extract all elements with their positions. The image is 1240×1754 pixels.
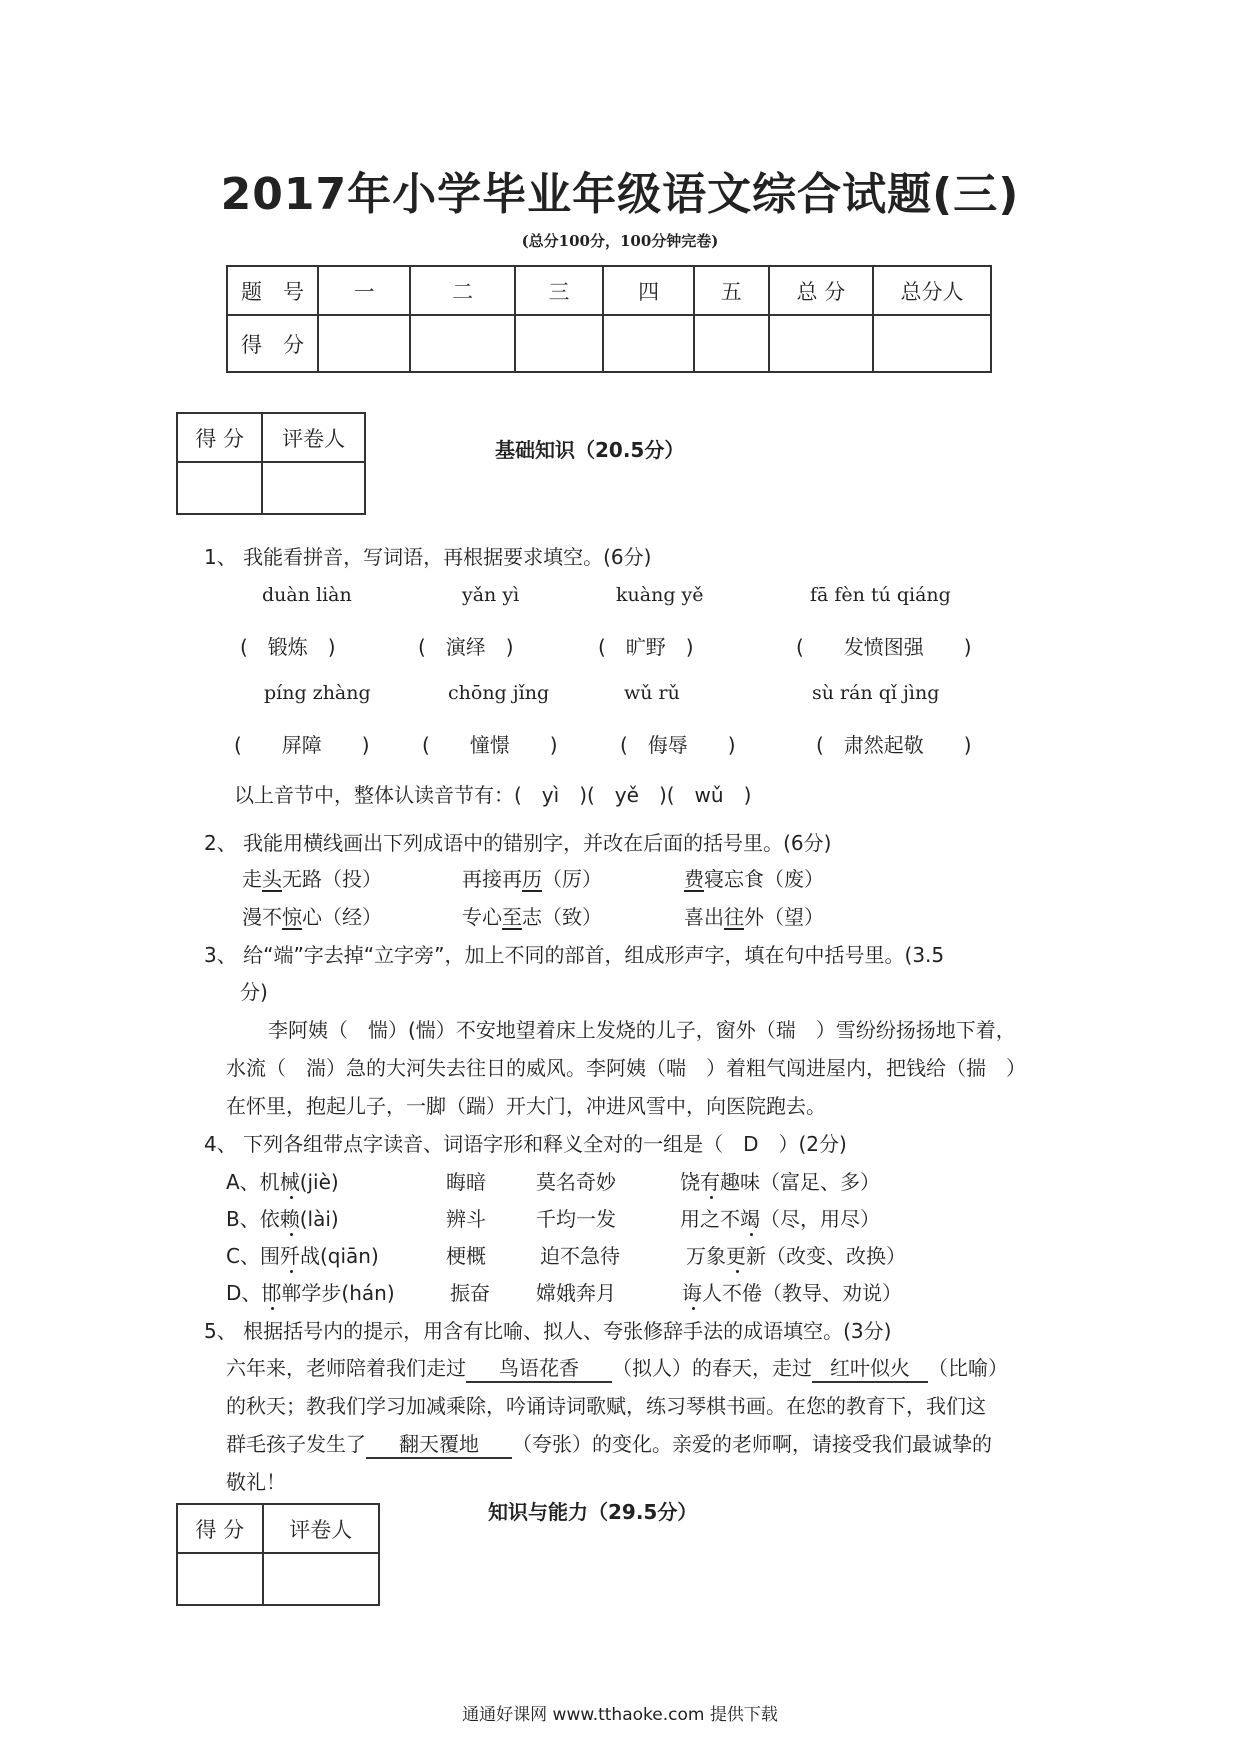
- q4-word: 饶有趣味（富足、多）: [680, 1170, 880, 1194]
- q2-item: 专心至志（致）: [462, 905, 602, 929]
- q2-item: 喜出往外（望）: [684, 905, 824, 929]
- section-title-basic: 基础知识（20.5分）: [495, 438, 685, 462]
- score-header-cell: 三: [515, 266, 604, 315]
- score-cell[interactable]: [515, 315, 604, 372]
- q1-answer: ( 旷野 ): [598, 635, 694, 659]
- score-cell[interactable]: [873, 315, 991, 372]
- q5-answer-3[interactable]: 翻天覆地: [366, 1428, 512, 1459]
- q1-pinyin: chōng jǐng: [448, 682, 550, 704]
- q1-zhengti: 以上音节中，整体认读音节有：( yì )( yě )( wǔ ): [234, 783, 752, 807]
- score-header-cell: 总 分: [769, 266, 873, 315]
- q3-prompt-cont: 分): [240, 980, 268, 1004]
- grader-name-cell[interactable]: [262, 462, 365, 514]
- q3-prompt: 3、 给“端”字去掉“立字旁”，加上不同的部首，组成形声字，填在句中括号里。(3.5: [204, 943, 945, 967]
- q3-line: 李阿姨（ 惴）(惴）不安地望着床上发烧的儿子，窗外（瑞 ）雪纷纷扬扬地下着，: [268, 1018, 1016, 1042]
- q4-word: 晦暗: [446, 1170, 486, 1194]
- q5-line-1: 六年来，老师陪着我们走过 鸟语花香 （拟人）的春天，走过 红叶似火 （比喻）: [226, 1352, 1008, 1383]
- grader-name-label: 评卷人: [262, 413, 365, 462]
- q3-line: 水流（ 湍）急的大河失去往日的威风。李阿姨（喘 ）着粗气闯进屋内，把钱给（揣 ）: [226, 1056, 1026, 1080]
- q1-answer: ( 屏障 ): [234, 733, 370, 757]
- q4-word: 辨斗: [446, 1207, 486, 1231]
- q1-pinyin: wǔ rǔ: [624, 682, 680, 704]
- q5-answer-2[interactable]: 红叶似火: [812, 1352, 928, 1383]
- q2-item: 再接再历（厉）: [462, 867, 602, 891]
- q4-option-c: C、围歼战(qiān): [226, 1244, 379, 1268]
- score-header-cell: 五: [694, 266, 769, 315]
- score-row-label: 得 分: [227, 315, 318, 372]
- q2-item: 走头无路（投）: [242, 867, 382, 891]
- q4-word: 千均一发: [536, 1207, 616, 1231]
- score-cell[interactable]: [694, 315, 769, 372]
- score-header-cell: 二: [410, 266, 514, 315]
- q4-word: 振奋: [450, 1281, 490, 1305]
- q5-line-3: 群毛孩子发生了 翻天覆地 （夸张）的变化。亲爱的老师啊，请接受我们最诚挚的: [226, 1428, 992, 1459]
- grader-name-cell[interactable]: [263, 1553, 379, 1605]
- grader-score-cell[interactable]: [177, 462, 262, 514]
- q1-pinyin: píng zhàng: [264, 682, 371, 704]
- section-title-ability: 知识与能力（29.5分）: [488, 1500, 698, 1524]
- score-header-cell: 一: [318, 266, 411, 315]
- exam-subtitle: (总分100分，100分钟完卷): [521, 232, 719, 250]
- score-cell[interactable]: [769, 315, 873, 372]
- score-header-cell: 题 号: [227, 266, 318, 315]
- q4-option-a: A、机械(jiè): [226, 1170, 339, 1194]
- q1-answer: ( 发愤图强 ): [796, 635, 972, 659]
- q4-option-d: D、邯郸学步(hán): [226, 1281, 395, 1305]
- q1-prompt: 1、 我能看拼音，写词语，再根据要求填空。(6分): [204, 545, 652, 569]
- exam-title: 2017年小学毕业年级语文综合试题(三): [220, 169, 1020, 220]
- grader-box-1: [176, 412, 366, 515]
- q4-word: 梗概: [446, 1244, 486, 1268]
- q1-answer: ( 演绎 ): [418, 635, 514, 659]
- grader-name-label: 评卷人: [263, 1504, 379, 1553]
- q3-line: 在怀里，抱起儿子，一脚（踹）开大门，冲进风雪中，向医院跑去。: [226, 1094, 826, 1118]
- q4-word: 用之不竭（尽，用尽）: [680, 1207, 880, 1231]
- score-cell[interactable]: [318, 315, 411, 372]
- q4-prompt: 4、 下列各组带点字读音、词语字形和释义全对的一组是（ D ）(2分): [204, 1132, 847, 1156]
- q5-answer-1[interactable]: 鸟语花香: [466, 1352, 612, 1383]
- q4-word: 诲人不倦（教导、劝说）: [682, 1281, 902, 1305]
- q4-word: 迫不急待: [540, 1244, 620, 1268]
- grader-score-label: 得 分: [177, 413, 262, 462]
- q4-word: 嫦娥奔月: [536, 1281, 616, 1305]
- page-footer: 通通好课网 www.tthaoke.com 提供下载: [462, 1705, 778, 1725]
- grader-score-label: 得 分: [177, 1504, 263, 1553]
- q4-word: 莫名奇妙: [536, 1170, 616, 1194]
- q1-pinyin: kuàng yě: [616, 584, 704, 606]
- q1-answer: ( 肃然起敬 ): [816, 733, 972, 757]
- q2-item: 漫不惊心（经）: [242, 905, 382, 929]
- q5-line-4: 敬礼！: [226, 1470, 286, 1494]
- q5-line-2: 的秋天；教我们学习加减乘除，吟诵诗词歌赋，练习琴棋书画。在您的教育下，我们这: [226, 1394, 986, 1418]
- q1-pinyin: duàn liàn: [262, 584, 352, 606]
- score-cell[interactable]: [603, 315, 694, 372]
- grader-score-cell[interactable]: [177, 1553, 263, 1605]
- grader-box-2: [176, 1503, 380, 1606]
- score-header-cell: 四: [603, 266, 694, 315]
- q4-option-b: B、依赖(lài): [226, 1207, 339, 1231]
- q1-pinyin: sù rán qǐ jìng: [812, 682, 940, 704]
- q1-answer: ( 憧憬 ): [422, 733, 558, 757]
- score-table: [226, 265, 992, 373]
- q5-prompt: 5、 根据括号内的提示，用含有比喻、拟人、夸张修辞手法的成语填空。(3分): [204, 1319, 892, 1343]
- q2-item: 费寝忘食（废）: [684, 867, 824, 891]
- q1-pinyin: yǎn yì: [462, 584, 520, 606]
- q1-answer: ( 侮辱 ): [620, 733, 736, 757]
- q2-prompt: 2、 我能用横线画出下列成语中的错别字，并改在后面的括号里。(6分): [204, 831, 832, 855]
- q1-answer: ( 锻炼 ): [240, 635, 336, 659]
- q1-pinyin: fā fèn tú qiáng: [810, 584, 951, 606]
- q4-word: 万象更新（改变、改换）: [686, 1244, 906, 1268]
- score-header-cell: 总分人: [873, 266, 991, 315]
- score-cell[interactable]: [410, 315, 514, 372]
